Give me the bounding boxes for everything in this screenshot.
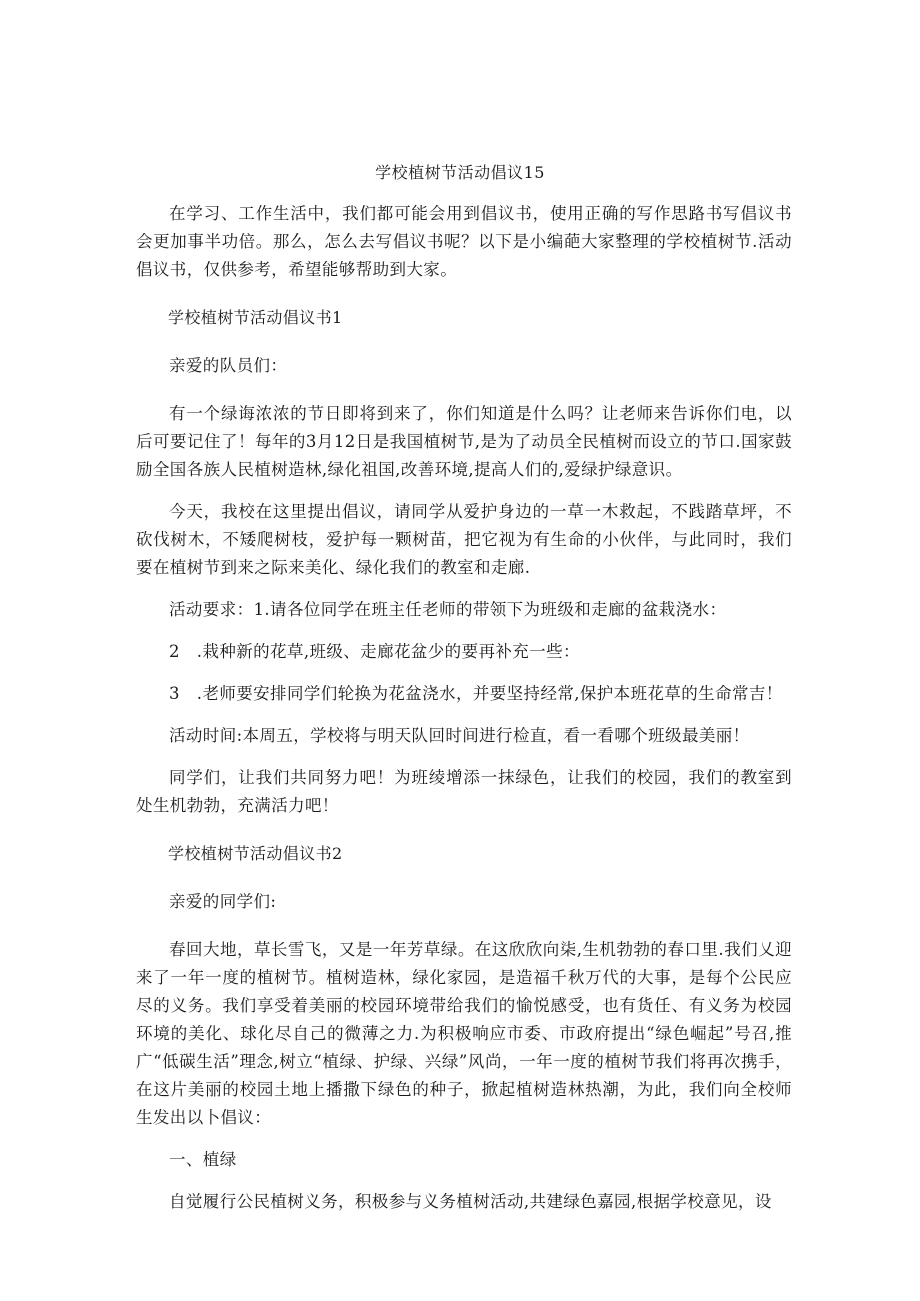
body-paragraph: 有一个绿诲浓浓的节日即将到来了，你们知道是什么吗？让老师来告诉你们电，以后可要记住了！每年的3月12日是我国植树节,是为了动员全民植树而设立的节口.国家鼓励全国各族人民植树造林,绿化祖国,改善环境,提高人们的,爱绿护绿意识。 bbox=[136, 404, 792, 479]
document-body bbox=[136, 200, 792, 1230]
section-heading-1: 学校植树节活动倡议书1 bbox=[168, 308, 343, 327]
intro-paragraph: 在学习、工作生活中，我们都可能会用到倡议书，使用正确的写作思路书写倡议书会更加事半功倍。那么，怎么去写倡议书呢？以下是小编葩大家整理的学校植树节.活动倡议书，仅供参考，希望能够帮助到大家。 bbox=[136, 204, 792, 279]
salutation-1: 亲爱的队员们： bbox=[169, 356, 288, 375]
document-title: 学校植树节活动倡议15 bbox=[375, 163, 545, 182]
subsection-heading: 一、植绿 bbox=[169, 1150, 237, 1169]
requirement-item: 2 .栽种新的花草,班级、走廊花盆少的要再补充一些： bbox=[169, 642, 580, 661]
body-paragraph: 今天，我校在这里提出倡议，请同学从爱护身边的一草一木救起，不践踏草坪，不砍伐树木，不矮爬树枝，爱护每一颗树苗，把它视为有生命的小伙伴，与此同时，我们要在植树节到来之际来美化、绿化我们的教室和走廊. bbox=[136, 502, 792, 577]
body-paragraph: 春回大地，草长雪飞，又是一年芳草绿。在这欣欣向柒,生机勃勃的春口里.我们乂迎来了一年一度的植树节。植树造林，绿化家园，是造福千秋万代的大事，是每个公民应尽的义务。我们享受着美丽的校园环境带给我们的愉悦感受，也有货任、有义务为校园环境的美化、球化尽自己的微薄之力.为积极响应市委、市政府提出“绿色崛起”号召,推广“低碳生活”理念,树立“植绿、护绿、兴绿”风尚，一年一度的植树节我们将再次携手，在这片美丽的校园土地上播撒下绿色的种子，掀起植树造林热潮，为此，我们向全校师生发出以卜倡议： bbox=[136, 940, 792, 1127]
requirement-item: 活动要求：1.请各位同学在班主任老师的带领下为班级和走廊的盆栽浇水： bbox=[169, 600, 727, 619]
requirement-item: 3 .老师要安排同学们轮换为花盆浇水，并要坚持经常,保护本班花草的生命常吉！ bbox=[169, 684, 783, 703]
salutation-2: 亲爱的同学们: bbox=[169, 892, 277, 911]
body-paragraph: 同学们，让我们共同努力吧！为班绫增添一抹绿色，让我们的校园，我们的教室到处生机勃勃，充满活力吧！ bbox=[136, 768, 792, 815]
section-heading-2: 学校植树节活动倡议书2 bbox=[168, 844, 343, 863]
body-paragraph: 自觉履行公民植树义务，积极参与义务植树活动,共建绿色嘉园,根据学校意见，设 bbox=[169, 1192, 772, 1211]
activity-time: 活动时间:本周五，学校将与明天队回时间进行检直，看一看哪个班级最美丽！ bbox=[169, 726, 750, 745]
